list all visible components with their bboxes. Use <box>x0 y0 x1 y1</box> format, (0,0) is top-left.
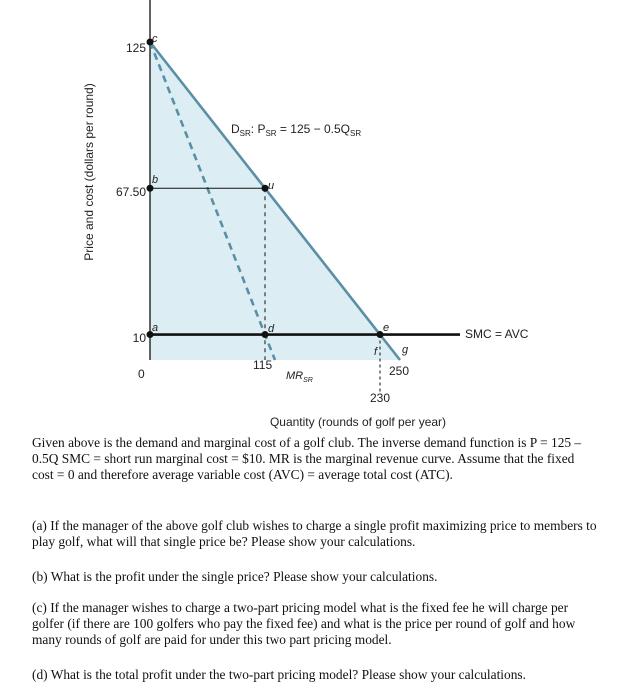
question-b: (b) What is the profit under the single price? Please show your calculations. <box>32 569 438 584</box>
question-c: (c) If the manager wishes to charge a two-part pricing model what is the fixed fee he will charge per golfer (if there are 100 golfers who pay the fixed fee) and what is the price per round of golf and how many rounds of golf are paid for under this two part pricing model. <box>32 600 576 648</box>
y-tick-10: 10 <box>132 331 146 345</box>
question-d: (d) What is the total profit under the two-part pricing model? Please show your calculations. <box>32 667 526 682</box>
x-axis-label: Quantity (rounds of golf per year) <box>269 415 447 429</box>
point-label-c: c <box>152 33 158 45</box>
y-tick-67-50: 67.50 <box>115 185 146 199</box>
x-tick-230: 230 <box>370 391 391 405</box>
mr-curve-label: $MR_{SR}$ <box>286 370 313 384</box>
point-label-b: b <box>152 174 159 186</box>
point-label-a: a <box>152 322 159 334</box>
problem-intro: Given above is the demand and marginal cost of a golf club. The inverse demand function is P = 125 – 0.5Q SMC = short run marginal cost = $10. MR is the marginal revenue curve. Assume that the fixed cost = 0 and therefore average variable cost (AVC) = average total cost (ATC). <box>32 435 582 483</box>
question-a: (a) If the manager of the above golf club wishes to charge a single profit maximizing price to members to play golf, what will that single price be? Please show your calculations. <box>32 518 597 550</box>
y-axis-label: Price and cost (dollars per round) <box>82 83 96 261</box>
y-tick-0: 0 <box>138 367 145 381</box>
point-label-u: u <box>268 180 275 192</box>
y-tick-125: 125 <box>125 41 146 55</box>
x-tick-115: 115 <box>253 358 273 372</box>
point-label-e: e <box>383 322 390 334</box>
demand-curve-label: $D_{SR}$: $P_{SR} = 125 - 0.5Q_{SR}$ <box>231 122 362 138</box>
x-tick-250: 250 <box>389 364 410 378</box>
point-label-d: d <box>268 323 275 335</box>
point-label-g: g <box>402 344 409 356</box>
point-label-f: f <box>374 346 378 358</box>
smc-avc-label: SMC = AVC <box>465 327 529 341</box>
